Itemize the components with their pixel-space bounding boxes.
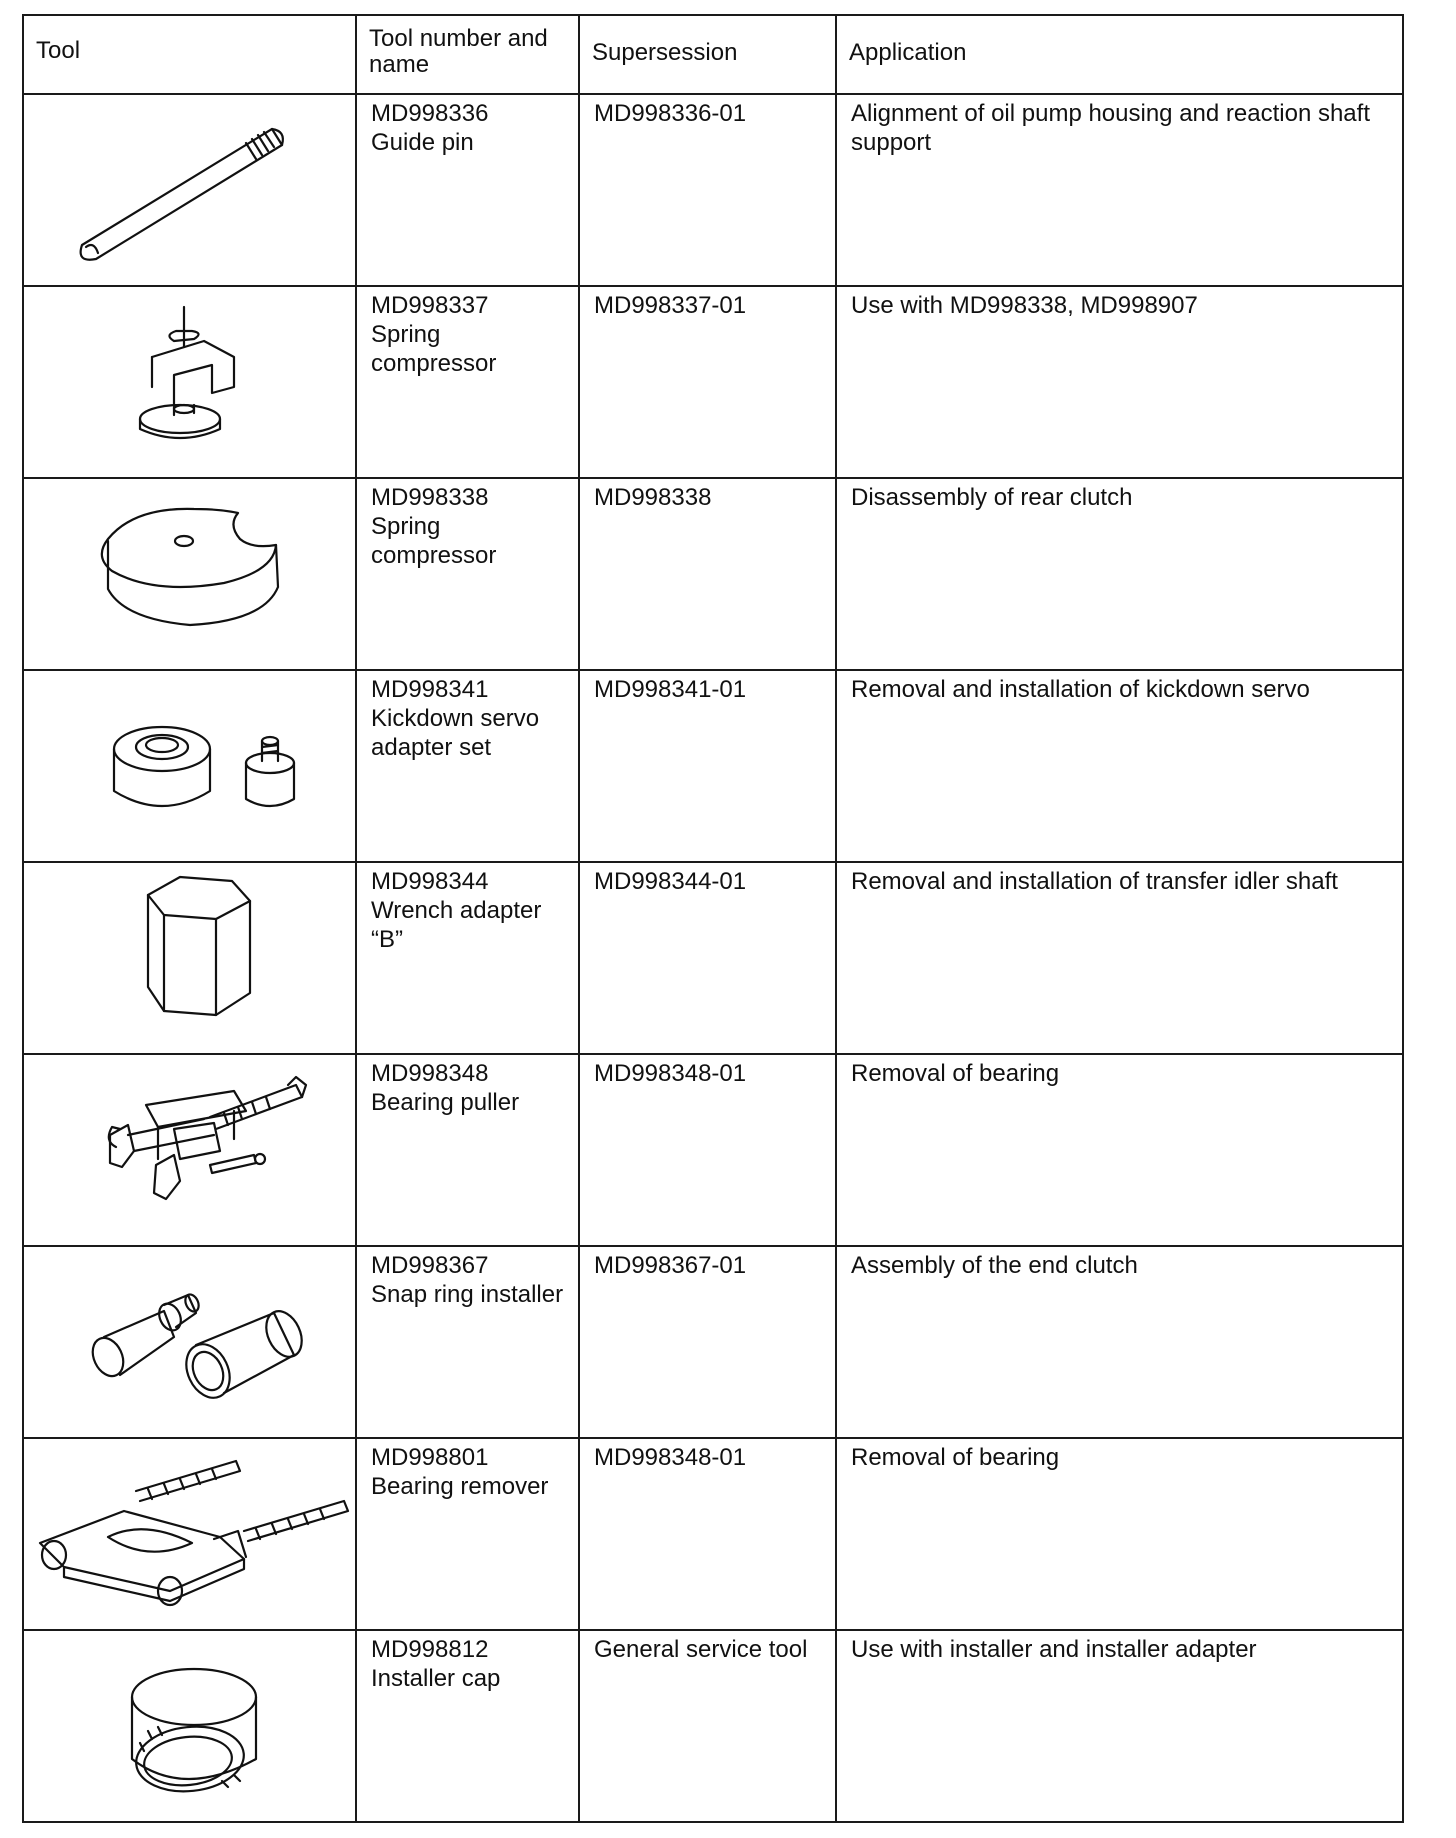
tool-number: MD998338	[371, 484, 489, 511]
tool-number: MD998812	[371, 1636, 489, 1663]
tool-name: Spring compressor	[371, 321, 497, 377]
bearing-puller-icon	[24, 1055, 357, 1245]
spring-compressor-disc-icon	[24, 479, 357, 669]
application: Use with installer and installer adapter	[851, 1636, 1257, 1663]
tool-number: MD998348	[371, 1060, 489, 1087]
tool-name: Spring compressor	[371, 513, 497, 569]
supersession: MD998367-01	[594, 1252, 747, 1279]
application: Assembly of the end clutch	[851, 1252, 1138, 1279]
supersession: MD998348-01	[594, 1444, 747, 1471]
table-row	[23, 478, 1403, 670]
tool-name: Bearing remover	[371, 1473, 549, 1500]
tool-number: MD998337	[371, 292, 489, 319]
header-tool-number-name: Tool number and name	[356, 15, 579, 94]
table-row	[23, 1630, 1403, 1822]
table-row	[23, 670, 1403, 862]
installer-cap-icon	[24, 1631, 357, 1821]
tool-number: MD998801	[371, 1444, 489, 1471]
tool-name: Bearing puller	[371, 1089, 520, 1116]
application: Removal and installation of kickdown servo	[851, 676, 1310, 703]
tool-name: Guide pin	[371, 129, 474, 156]
tool-name: Snap ring installer	[371, 1281, 564, 1308]
table-row	[23, 1054, 1403, 1246]
wrench-adapter-icon	[24, 863, 357, 1053]
tool-name: Installer cap	[371, 1665, 501, 1692]
tool-illustration-cell	[23, 94, 356, 286]
table-row	[23, 862, 1403, 1054]
tool-name: Kickdown servo adapter set	[371, 705, 540, 761]
table-row	[23, 1438, 1403, 1630]
bearing-remover-icon	[24, 1439, 357, 1629]
special-tools-table	[22, 14, 1404, 1823]
supersession: MD998337-01	[594, 292, 747, 319]
supersession: MD998341-01	[594, 676, 747, 703]
tool-number: MD998336	[371, 100, 489, 127]
application: Removal of bearing	[851, 1444, 1060, 1471]
tool-number: MD998344	[371, 868, 489, 895]
tool-name: Wrench adapter “B”	[371, 897, 542, 953]
supersession: MD998336-01	[594, 100, 747, 127]
special-tools-sheet	[22, 14, 1402, 1808]
application: Disassembly of rear clutch	[851, 484, 1133, 511]
tool-number: MD998341	[371, 676, 489, 703]
application: Removal and installation of transfer idler shaft	[851, 868, 1338, 895]
supersession: MD998348-01	[594, 1060, 747, 1087]
guide-pin-icon	[24, 95, 357, 285]
application: Removal of bearing	[851, 1060, 1060, 1087]
header-application: Application	[836, 15, 1403, 94]
supersession: MD998338	[594, 484, 712, 511]
snap-ring-installer-icon	[24, 1247, 357, 1437]
servo-adapter-set-icon	[24, 671, 357, 861]
table-row	[23, 286, 1403, 478]
header-row	[23, 15, 1403, 94]
table-row	[23, 1246, 1403, 1438]
table-row	[23, 94, 1403, 286]
tool-number: MD998367	[371, 1252, 489, 1279]
application: Alignment of oil pump housing and reaction shaft support	[851, 100, 1370, 156]
header-tool: Tool	[23, 15, 356, 94]
supersession: MD998344-01	[594, 868, 747, 895]
spring-compressor-icon	[24, 287, 357, 477]
header-supersession: Supersession	[579, 15, 836, 94]
supersession: General service tool	[594, 1636, 808, 1663]
application: Use with MD998338, MD998907	[851, 292, 1198, 319]
